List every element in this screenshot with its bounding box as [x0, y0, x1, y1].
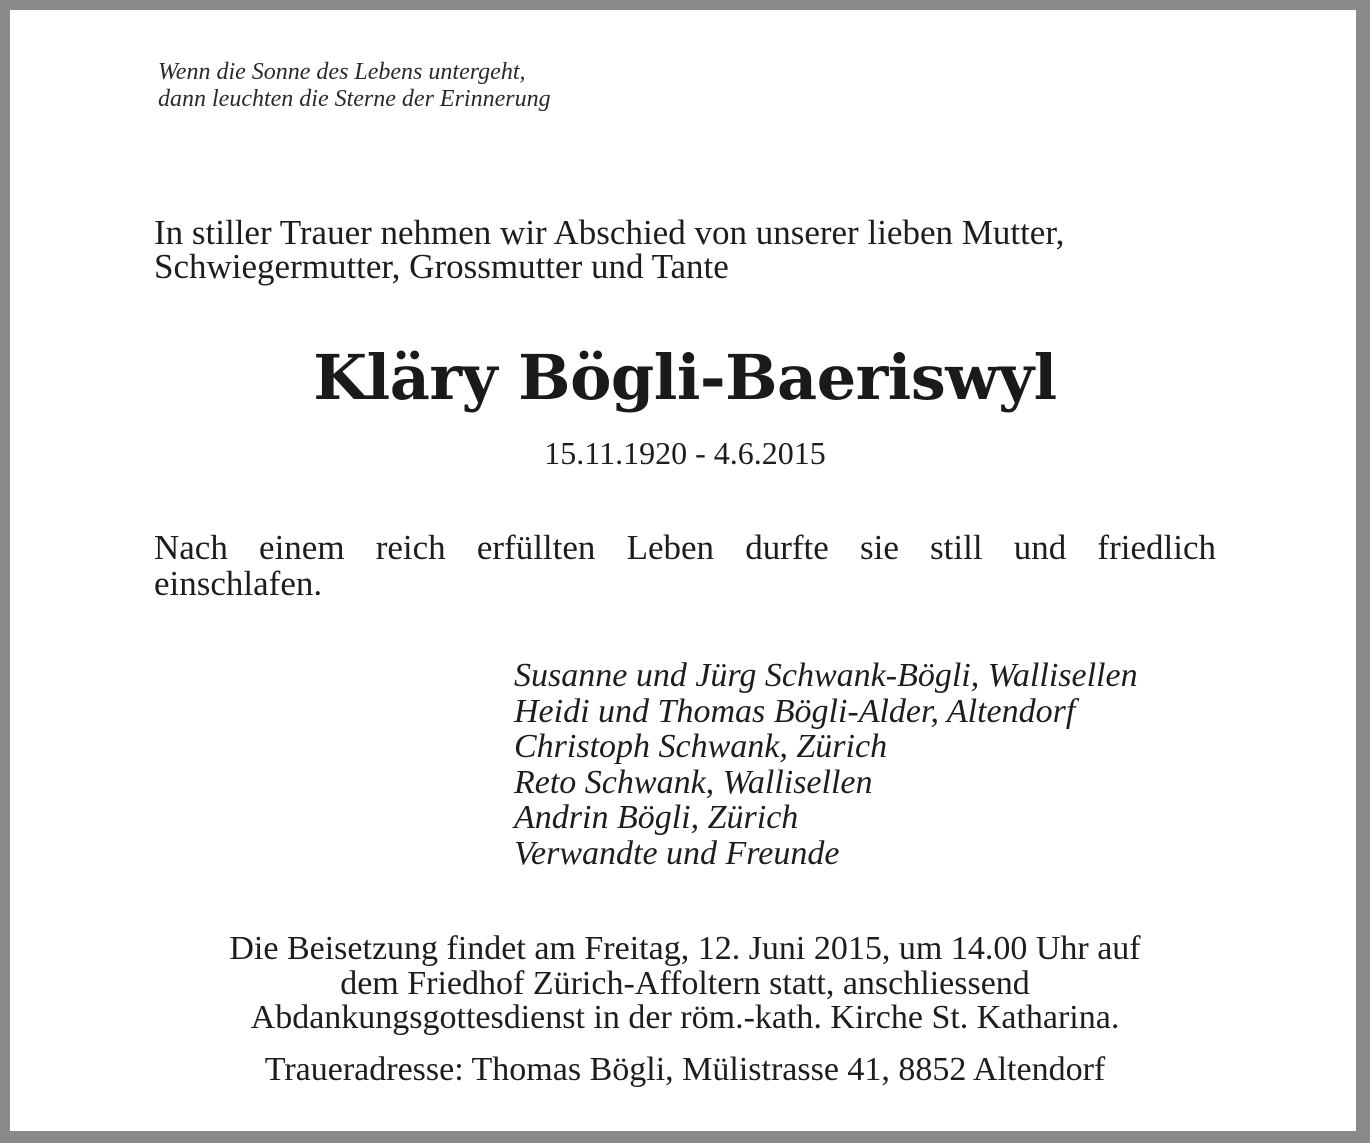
- life-statement-line: Nach einem reich erfüllten Leben durfte sie still und friedlich: [154, 528, 1216, 567]
- life-statement-line: einschlafen.: [154, 564, 323, 603]
- intro-line: Schwiegermutter, Grossmutter und Tante: [154, 247, 729, 286]
- funeral-line: Die Beisetzung findet am Freitag, 12. Juni 2015, um 14.00 Uhr auf: [229, 930, 1141, 967]
- mourner-entry: Andrin Bögli, Zürich: [514, 799, 799, 836]
- mourner-entry: Reto Schwank, Wallisellen: [514, 763, 873, 801]
- mourner-entry: Heidi und Thomas Bögli-Alder, Altendorf: [514, 692, 1076, 730]
- funeral-line: dem Friedhof Zürich-Affoltern statt, anschliessend: [340, 964, 1030, 1002]
- funeral-line: Abdankungsgottesdienst in der röm.-kath. Kirche St. Katharina.: [250, 999, 1120, 1036]
- funeral-details: [0, 932, 1370, 1036]
- intro-line: In stiller Trauer nehmen wir Abschied von unserer lieben Mutter,: [154, 213, 1065, 252]
- mourner-entry: Christoph Schwank, Zürich: [514, 728, 888, 765]
- mourner-entry: Susanne und Jürg Schwank-Bögli, Wallisellen: [514, 657, 1138, 694]
- mourner-entry: Verwandte und Freunde: [514, 834, 840, 872]
- motto-line: dann leuchten die Sterne der Erinnerung: [158, 86, 551, 112]
- motto-line: Wenn die Sonne des Lebens untergeht,: [158, 59, 526, 85]
- motto-quote: [158, 59, 551, 113]
- intro-text: [154, 213, 1218, 286]
- life-dates: 15.11.1920 - 4.6.2015: [544, 435, 826, 471]
- obituary-notice: [10, 10, 1356, 1131]
- deceased-name: Kläry Bögli-Baeriswyl: [313, 341, 1057, 414]
- mourners-list: [514, 658, 1138, 871]
- mourning-address: Traueradresse: Thomas Bögli, Mülistrasse 41, 8852 Altendorf: [264, 1051, 1106, 1088]
- life-statement: [154, 530, 1216, 602]
